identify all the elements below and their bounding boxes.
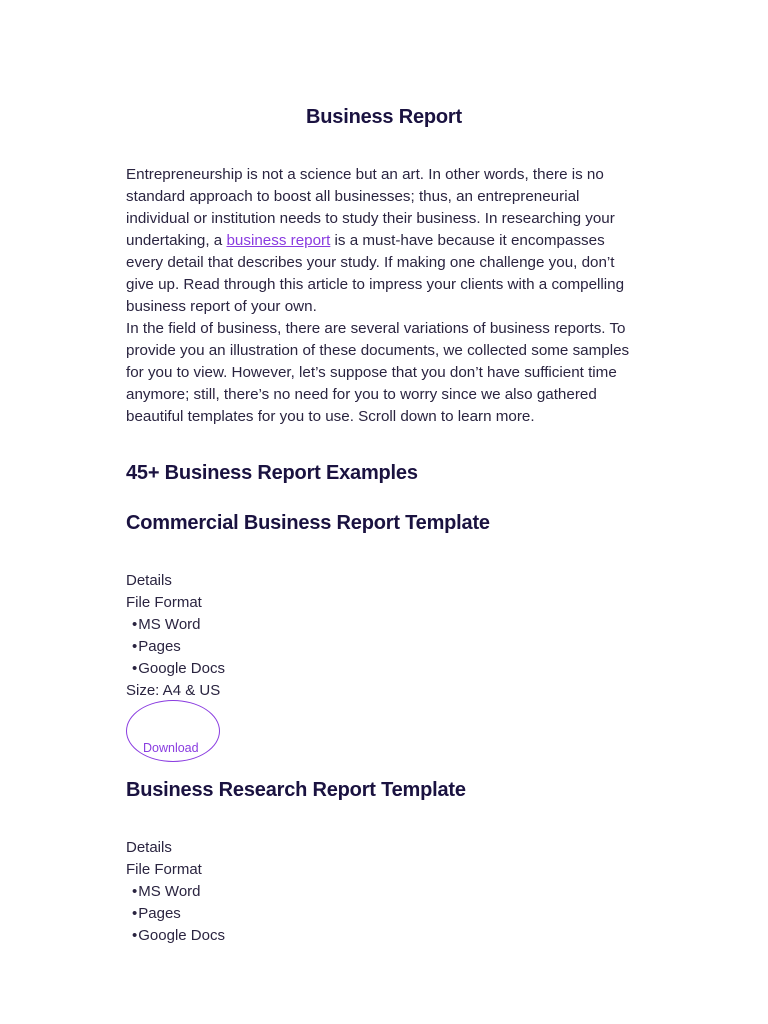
format-item-ms-word: • MS Word: [132, 881, 225, 903]
format-item-google-docs: • Google Docs: [132, 658, 225, 680]
intro-paragraph-1: [126, 164, 646, 318]
details-block-commercial: [126, 570, 225, 702]
download-button-label: Download: [143, 741, 199, 755]
business-report-link[interactable]: business report: [226, 232, 331, 249]
page-title: Business Report: [306, 106, 462, 128]
section-heading-research: Business Research Report Template: [126, 779, 466, 801]
format-item-ms-word: • MS Word: [132, 614, 225, 636]
section-heading-commercial: Commercial Business Report Template: [126, 512, 490, 534]
examples-heading: 45+ Business Report Examples: [126, 462, 418, 484]
details-label: Details: [126, 572, 172, 589]
intro-text: [126, 164, 646, 428]
file-format-label: File Format: [126, 861, 202, 878]
format-item-google-docs: • Google Docs: [132, 925, 225, 947]
intro-p1-text-before: Entrepreneurship is not a science but an art. In other words, there is no standard approach to boost all businesses; thus, an entrepreneurial individual or institution needs to study their business. In researching your undertaking, a: [126, 166, 615, 249]
details-block-research: [126, 837, 225, 947]
intro-p1-text-after: is a must-have because it encompasses every detail that describes your study. If making one challenge you, don’t give up. Read through this article to impress your clients with a compelling business report of your own.: [126, 232, 625, 315]
format-item-pages: • Pages: [132, 636, 225, 658]
format-list: [126, 614, 225, 680]
download-button[interactable]: [126, 700, 220, 762]
format-list: [126, 881, 225, 947]
intro-paragraph-2: In the field of business, there are several variations of business reports. To provide you an illustration of these documents, we collected some samples for you to view. However, let’s suppose that you don’t have sufficient time anymore; still, there’s no need for you to worry since we also gathered beautiful templates for you to use. Scroll down to learn more.: [126, 320, 630, 425]
format-item-pages: • Pages: [132, 903, 225, 925]
size-label: Size: A4 & US: [126, 682, 221, 699]
details-label: Details: [126, 839, 172, 856]
file-format-label: File Format: [126, 594, 202, 611]
